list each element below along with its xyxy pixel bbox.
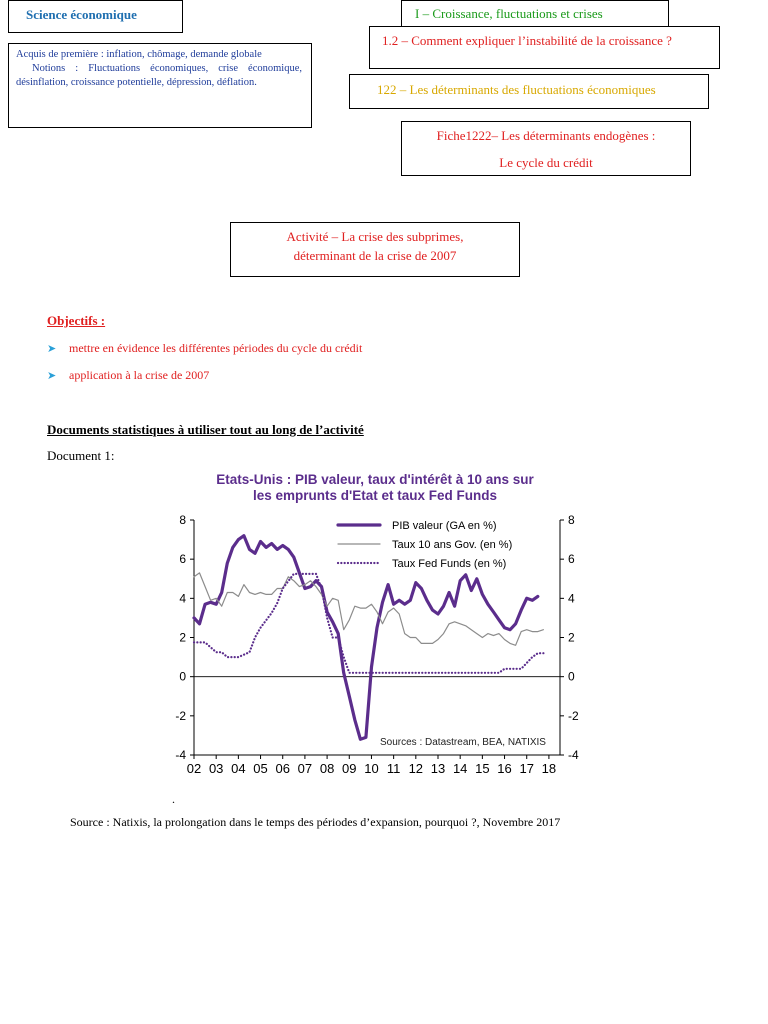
legend-label: Taux 10 ans Gov. (en %) xyxy=(392,539,513,551)
section-label: 1.2 – Comment expliquer l’instabilité de la croissance ? xyxy=(382,33,672,48)
objective-item xyxy=(47,341,362,356)
x-tick-label: 16 xyxy=(497,761,512,776)
y-tick-label: 2 xyxy=(179,630,186,645)
legend-label: PIB valeur (GA en %) xyxy=(392,520,497,532)
chart-sources: Sources : Datastream, BEA, NATIXIS xyxy=(380,737,546,748)
y-tick-label: 0 xyxy=(179,669,186,684)
legend-label: Taux Fed Funds (en %) xyxy=(392,558,507,570)
y-tick-label: 4 xyxy=(179,591,186,606)
y-tick-label-right: 0 xyxy=(568,669,575,684)
chart-title xyxy=(175,472,575,504)
y-tick-label-right: -4 xyxy=(568,748,579,762)
objective-item xyxy=(47,368,209,383)
notions-text: Notions : Fluctuations économiques, crise économique, désinflation, croissance potentielle, dépression, déflation. xyxy=(16,63,302,88)
objective-text: application à la crise de 2007 xyxy=(69,368,210,382)
chart-title-line1: Etats-Unis : PIB valeur, taux d'intérêt à 10 ans sur xyxy=(216,472,534,487)
x-tick-label: 06 xyxy=(275,761,290,776)
x-tick-label: 12 xyxy=(408,761,424,776)
activity-title: Activité – La crise des subprimes, xyxy=(286,229,464,244)
activity-box xyxy=(230,222,520,277)
y-tick-label: -4 xyxy=(175,748,186,762)
x-tick-label: 15 xyxy=(475,761,490,776)
y-tick-label: -2 xyxy=(175,708,186,723)
y-tick-label: 6 xyxy=(179,552,186,567)
fiche-subtitle: Le cycle du crédit xyxy=(499,155,593,170)
fiche-title: Fiche1222– Les déterminants endogènes : xyxy=(436,128,656,143)
y-tick-label-right: 2 xyxy=(568,630,575,645)
subject-box xyxy=(8,0,183,33)
stray-dot: . xyxy=(172,792,175,806)
x-tick-label: 10 xyxy=(364,761,379,776)
subsection-label: 122 – Les déterminants des fluctuations économiques xyxy=(377,82,656,97)
objectives-heading: Objectifs : xyxy=(47,313,106,328)
subject-label: Science économique xyxy=(26,7,137,22)
chapter-box xyxy=(401,0,669,27)
y-tick-label-right: 8 xyxy=(568,513,575,527)
chart-legend xyxy=(338,520,512,570)
documents-heading: Documents statistiques à utiliser tout au long de l’activité xyxy=(47,422,364,437)
fiche-box xyxy=(401,121,691,176)
x-tick-label: 11 xyxy=(386,761,401,776)
x-tick-label: 07 xyxy=(297,761,313,776)
activity-subtitle: déterminant de la crise de 2007 xyxy=(293,248,457,263)
x-tick-label: 02 xyxy=(186,761,202,776)
y-tick-label-right: 4 xyxy=(568,591,575,606)
y-tick-label-right: -2 xyxy=(568,708,579,723)
arrow-right-icon: ➤ xyxy=(47,370,57,382)
objective-text: mettre en évidence les différentes périodes du cycle du crédit xyxy=(69,341,363,355)
x-tick-label: 05 xyxy=(253,761,268,776)
acquis-text: Acquis de première : inflation, chômage, demande globale xyxy=(16,49,262,60)
x-tick-label: 17 xyxy=(519,761,534,776)
x-tick-label: 14 xyxy=(452,761,468,776)
x-tick-label: 09 xyxy=(342,761,357,776)
x-tick-label: 04 xyxy=(231,761,246,776)
prerequisites-box xyxy=(8,43,312,128)
y-tick-label: 8 xyxy=(179,513,186,527)
x-tick-label: 18 xyxy=(541,761,557,776)
x-tick-label: 08 xyxy=(319,761,335,776)
document-source: Source : Natixis, la prolongation dans le temps des périodes d’expansion, pourquoi ?, Novembre 2017 xyxy=(70,815,561,829)
document-label: Document 1: xyxy=(47,448,115,463)
chapter-label: I – Croissance, fluctuations et crises xyxy=(415,6,603,21)
y-tick-label-right: 6 xyxy=(568,552,575,567)
x-tick-label: 03 xyxy=(208,761,224,776)
chart-title-line2: les emprunts d'Etat et taux Fed Funds xyxy=(253,488,497,503)
subsection-box xyxy=(349,74,709,109)
x-tick-label: 13 xyxy=(430,761,446,776)
arrow-right-icon: ➤ xyxy=(47,343,57,355)
line-chart xyxy=(160,505,580,785)
section-box xyxy=(369,26,720,69)
